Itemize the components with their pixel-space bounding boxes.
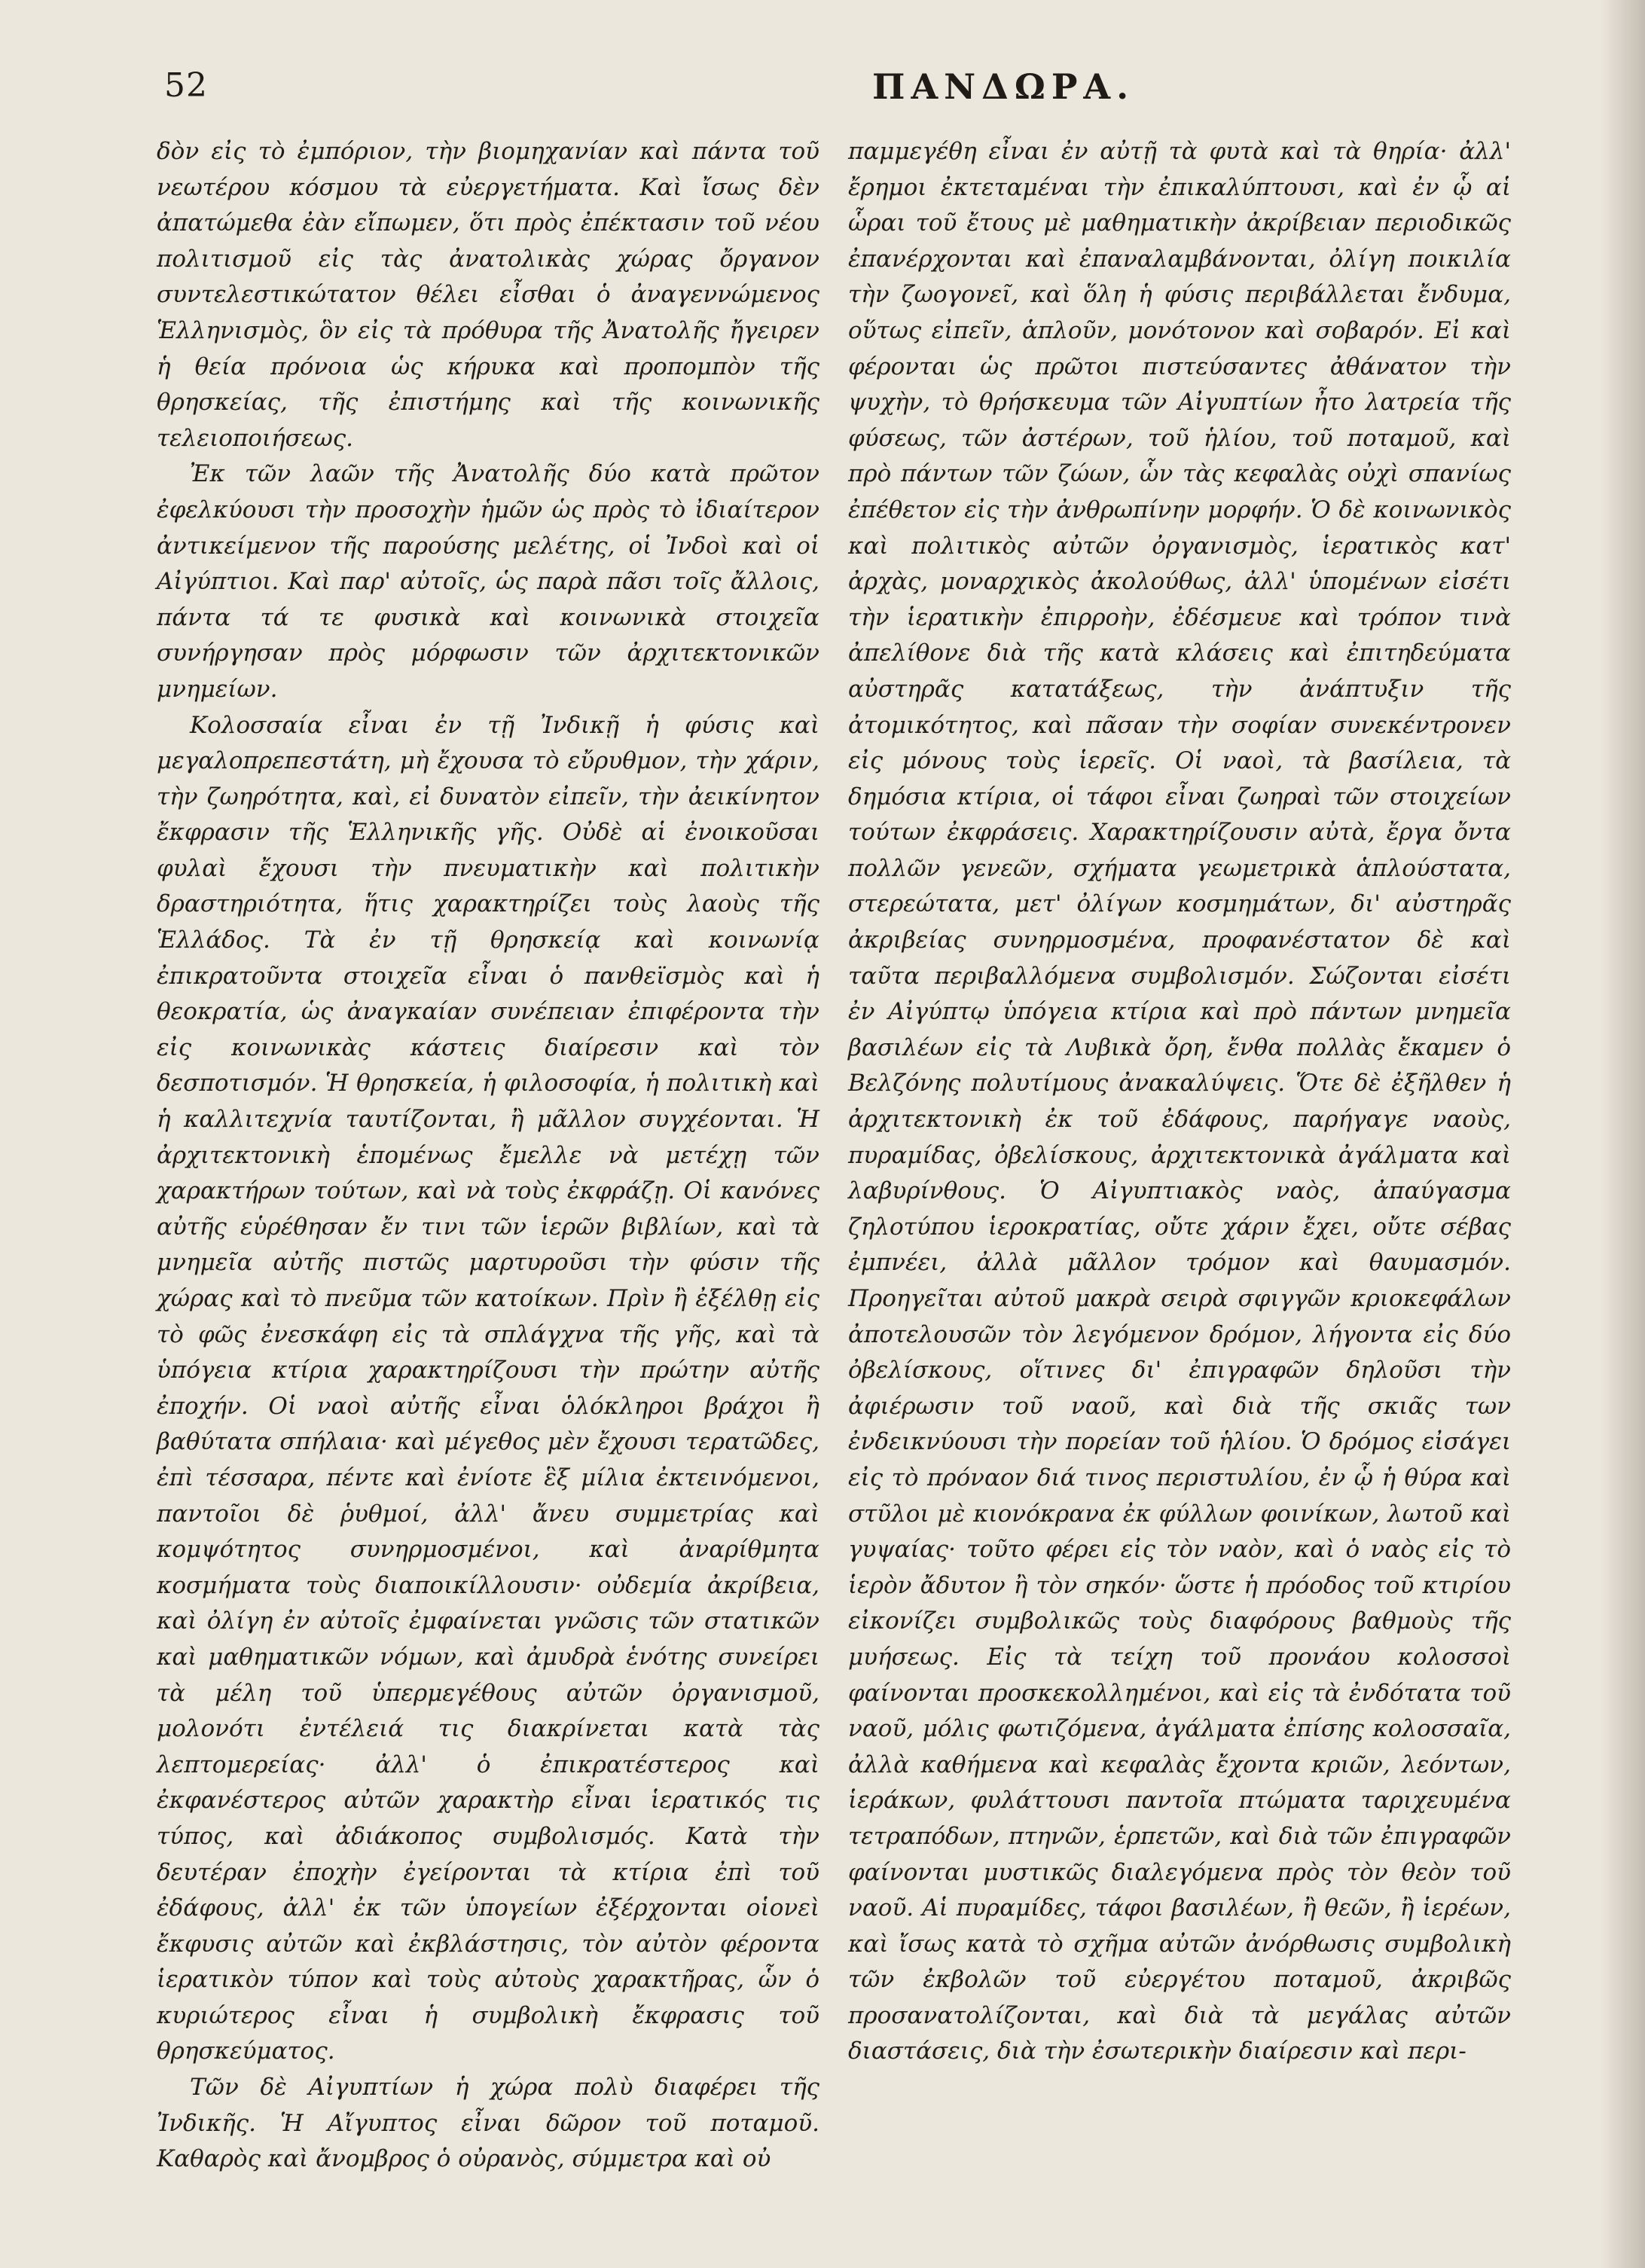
page-header [164, 66, 1535, 111]
paragraph: Ἐκ τῶν λαῶν τῆς Ἀνατολῆς δύο κατὰ πρῶτον ἐφελκύουσι τὴν προσοχὴν ἡμῶν ὡς πρὸς τὸ ἰδιαίτερον ἀντικείμενον τῆς παρούσης μελέτης, οἱ Ἰνδοὶ καὶ οἱ Αἰγύπτιοι. Καὶ παρ' αὐτοῖς, ὡς παρὰ πᾶσι τοῖς ἄλλοις, πάντα τά τε φυσικὰ καὶ κοινωνικὰ στοιχεῖα συνήργησαν πρὸς μόρφωσιν τῶν ἀρχιτεκτονικῶν μνημείων. [157, 460, 819, 703]
page-number: 52 [164, 66, 208, 105]
page-edge-shadow [1600, 0, 1645, 2268]
paragraph: παμμεγέθη εἶναι ἐν αὐτῇ τὰ φυτὰ καὶ τὰ θηρία· ἀλλ' ἔρημοι ἐκτεταμέναι τὴν ἐπικαλύπτουσι, καὶ ἐν ᾧ αἱ ὧραι τοῦ ἔτους μὲ μαθηματικὴν ἀκρίβειαν περιοδικῶς ἐπανέρχονται καὶ ἐπαναλαμβάνονται, ὀλίγη ποικιλία τὴν ζωογονεῖ, καὶ ὅλη ἡ φύσις περιβάλλεται ἔνδυμα, οὕτως εἰπεῖν, ἁπλοῦν, μονότονον καὶ σοβαρόν. Εἰ καὶ φέρονται ὡς πρῶτοι πιστεύσαντες ἀθάνατον τὴν ψυχὴν, τὸ θρήσκευμα τῶν Αἰγυπτίων ἦτο λατρεία τῆς φύσεως, τῶν ἀστέρων, τοῦ ἡλίου, τοῦ ποταμοῦ, καὶ πρὸ πάντων τῶν ζώων, ὧν τὰς κεφαλὰς οὐχὶ σπανίως ἐπέθετον εἰς τὴν ἀνθρωπίνην μορφήν. Ὁ δὲ κοινωνικὸς καὶ πολιτικὸς αὐτῶν ὀργανισμὸς, ἱερατικὸς κατ' ἀρχὰς, μοναρχικὸς ἀκολούθως, ἀλλ' ὑπομένων εἰσέτι τὴν ἱερατικὴν ἐπιρροὴν, ἐδέσμευε καὶ τρόπον τινὰ ἀπελίθονε διὰ τῆς κατὰ κλάσεις καὶ ἐπιτηδεύματα αὐστηρᾶς κατατάξεως, τὴν ἀνάπτυξιν τῆς ἀτομικότητος, καὶ πᾶσαν τὴν σοφίαν συνεκέντρονεν εἰς μόνους τοὺς ἱερεῖς. Οἱ ναοὶ, τὰ βασίλεια, τὰ δημόσια κτίρια, οἱ τάφοι εἶναι ζωηραὶ τῶν στοιχείων τούτων ἐκφράσεις. Χαρακτηρίζουσιν αὐτὰ, ἔργα ὄντα πολλῶν γενεῶν, σχήματα γεωμετρικὰ ἁπλούστατα, στερεώτατα, μετ' ὀλίγων κοσμημάτων, δι' αὐστηρᾶς ἀκριβείας συνηρμοσμένα, προφανέστατον δὲ καὶ ταῦτα περιβαλλόμενα συμβολισμόν. Σώζονται εἰσέτι ἐν Αἰγύπτῳ ὑπόγεια κτίρια καὶ πρὸ πάντων μνημεῖα βασιλέων εἰς τὰ Λυβικὰ ὄρη, ἔνθα πολλὰς ἔκαμεν ὁ Βελζόνης πολυτίμους ἀνακαλύψεις. Ὅτε δὲ ἐξῆλθεν ἡ ἀρχιτεκτονικὴ ἐκ τοῦ ἐδάφους, παρήγαγε ναοὺς, πυραμίδας, ὀβελίσκους, ἀρχιτεκτονικὰ ἀγάλματα καὶ λαβυρίνθους. Ὁ Αἰγυπτιακὸς ναὸς, ἀπαύγασμα ζηλοτύπου ἱεροκρατίας, οὔτε χάριν ἔχει, οὔτε σέβας ἐμπνέει, ἀλλὰ μᾶλλον τρόμον καὶ θαυμασμόν. Προηγεῖται αὐτοῦ μακρὰ σειρὰ σφιγγῶν κριοκεφάλων ἀποτελουσῶν τὸν λεγόμενον δρόμον, λήγοντα εἰς δύο ὀβελίσκους, οἵτινες δι' ἐπιγραφῶν δηλοῦσι τὴν ἀφιέρωσιν τοῦ ναοῦ, καὶ διὰ τῆς σκιᾶς των ἐνδεικνύουσι τὴν πορείαν τοῦ ἡλίου. Ὁ δρόμος εἰσάγει εἰς τὸ πρόναον διά τινος περιστυλίου, ἐν ᾧ ἡ θύρα καὶ στῦλοι μὲ κιονόκρανα ἐκ φύλλων φοινίκων, λωτοῦ καὶ γυψαίας· τοῦτο φέρει εἰς τὸν ναὸν, καὶ ὁ ναὸς εἰς τὸ ἱερὸν ἄδυτον ἢ τὸν σηκόν· ὥστε ἡ πρόοδος τοῦ κτιρίου εἰκονίζει συμβολικῶς τοὺς διαφόρους βαθμοὺς τῆς μυήσεως. Εἰς τὰ τείχη τοῦ προνάου κολοσσοὶ φαίνονται προσκεκολλημένοι, καὶ εἰς τὰ ἐνδότατα τοῦ ναοῦ, μόλις φωτιζόμενα, ἀγάλματα ἐπίσης κολοσσαῖα, ἀλλὰ καθήμενα καὶ κεφαλὰς ἔχοντα κριῶν, λεόντων, ἱεράκων, φυλάττουσι παντοῖα πτώματα ταριχευμένα τετραπόδων, πτηνῶν, ἑρπετῶν, καὶ διὰ τῶν ἐπιγραφῶν φαίνονται μυστικῶς διαλεγόμενα πρὸς τὸν θεὸν τοῦ ναοῦ. Αἱ πυραμίδες, τάφοι βασιλέων, ἢ θεῶν, ἢ ἱερέων, καὶ ἴσως κατὰ τὸ σχῆμα αὐτῶν ἀνόρθωσις συμβολικὴ τῶν ἐκβολῶν τοῦ εὐεργέτου ποταμοῦ, ἀκριβῶς προσανατολίζονται, καὶ διὰ τὰ μεγάλας αὐτῶν διαστάσεις, διὰ τὴν ἐσωτερικὴν διαίρεσιν καὶ περι- [848, 138, 1511, 2065]
left-column [157, 134, 819, 2178]
running-title: ΠΑΝΔΩΡΑ. [872, 66, 1135, 107]
right-column [848, 134, 1511, 2070]
paragraph: δὸν εἰς τὸ ἐμπόριον, τὴν βιομηχανίαν καὶ πάντα τοῦ νεωτέρου κόσμου τὰ εὐεργετήματα. Καὶ ἴσως δὲν ἀπατώμεθα ἐὰν εἴπωμεν, ὅτι πρὸς ἐπέκτασιν τοῦ νέου πολιτισμοῦ εἰς τὰς ἀνατολικὰς χώρας ὄργανον συντελεστικώτατον θέλει εἶσθαι ὁ ἀναγεννώμενος Ἑλληνισμὸς, ὃν εἰς τὰ πρόθυρα τῆς Ἀνατολῆς ἤγειρεν ἡ θεία πρόνοια ὡς κήρυκα καὶ προπομπὸν τῆς θρησκείας, τῆς ἐπιστήμης καὶ τῆς κοινωνικῆς τελειοποιήσεως. [157, 138, 819, 452]
paragraph: Τῶν δὲ Αἰγυπτίων ἡ χώρα πολὺ διαφέρει τῆς Ἰνδικῆς. Ἡ Αἴγυπτος εἶναι δῶρον τοῦ ποταμοῦ. Καθαρὸς καὶ ἄνομβρος ὁ οὐρανὸς, σύμμετρα καὶ οὐ [157, 2074, 819, 2173]
paragraph: Κολοσσαία εἶναι ἐν τῇ Ἰνδικῇ ἡ φύσις καὶ μεγαλοπρεπεστάτη, μὴ ἔχουσα τὸ εὔρυθμον, τὴν χάριν, τὴν ζωηρότητα, καὶ, εἰ δυνατὸν εἰπεῖν, τὴν ἀεικίνητον ἔκφρασιν τῆς Ἑλληνικῆς γῆς. Οὐδὲ αἱ ἐνοικοῦσαι φυλαὶ ἔχουσι τὴν πνευματικὴν καὶ πολιτικὴν δραστηριότητα, ἥτις χαρακτηρίζει τοὺς λαοὺς τῆς Ἑλλάδος. Τὰ ἐν τῇ θρησκείᾳ καὶ κοινωνίᾳ ἐπικρατοῦντα στοιχεῖα εἶναι ὁ πανθεϊσμὸς καὶ ἡ θεοκρατία, ὡς ἀναγκαίαν συνέπειαν ἐπιφέροντα τὴν εἰς κοινωνικὰς κάστεις διαίρεσιν καὶ τὸν δεσποτισμόν. Ἡ θρησκεία, ἡ φιλοσοφία, ἡ πολιτικὴ καὶ ἡ καλλιτεχνία ταυτίζονται, ἢ μᾶλλον συγχέονται. Ἡ ἀρχιτεκτονικὴ ἑπομένως ἔμελλε νὰ μετέχῃ τῶν χαρακτήρων τούτων, καὶ νὰ τοὺς ἐκφράζῃ. Οἱ κανόνες αὐτῆς εὑρέθησαν ἔν τινι τῶν ἱερῶν βιβλίων, καὶ τὰ μνημεῖα αὐτῆς πιστῶς μαρτυροῦσι τὴν φύσιν τῆς χώρας καὶ τὸ πνεῦμα τῶν κατοίκων. Πρὶν ἢ ἐξέλθῃ εἰς τὸ φῶς ἐνεσκάφη εἰς τὰ σπλάγχνα τῆς γῆς, καὶ τὰ ὑπόγεια κτίρια χαρακτηρίζουσι τὴν πρώτην αὐτῆς ἐποχήν. Οἱ ναοὶ αὐτῆς εἶναι ὁλόκληροι βράχοι ἢ βαθύτατα σπήλαια· καὶ μέγεθος μὲν ἔχουσι τερατῶδες, ἐπὶ τέσσαρα, πέντε καὶ ἐνίοτε ἓξ μίλια ἐκτεινόμενοι, παντοῖοι δὲ ῥυθμοί, ἀλλ' ἄνευ συμμετρίας καὶ κομψότητος συνηρμοσμένοι, καὶ ἀναρίθμητα κοσμήματα τοὺς διαποικίλλουσιν· οὐδεμία ἀκρίβεια, καὶ ὀλίγη ἐν αὐτοῖς ἐμφαίνεται γνῶσις τῶν στατικῶν καὶ μαθηματικῶν νόμων, καὶ ἀμυδρὰ ἑνότης συνείρει τὰ μέλη τοῦ ὑπερμεγέθους αὐτῶν ὀργανισμοῦ, μολονότι ἐντέλειά τις διακρίνεται κατὰ τὰς λεπτομερείας· ἀλλ' ὁ ἐπικρατέστερος καὶ ἐκφανέστερος αὐτῶν χαρακτὴρ εἶναι ἱερατικός τις τύπος, καὶ ἀδιάκοπος συμβολισμός. Κατὰ τὴν δευτέραν ἐποχὴν ἐγείρονται τὰ κτίρια ἐπὶ τοῦ ἐδάφους, ἀλλ' ἐκ τῶν ὑπογείων ἐξέρχονται οἱονεὶ ἔκφυσις αὐτῶν καὶ ἐκβλάστησις, τὸν αὐτὸν φέροντα ἱερατικὸν τύπον καὶ τοὺς αὐτοὺς χαρακτῆρας, ὧν ὁ κυριώτερος εἶναι ἡ συμβολικὴ ἔκφρασις τοῦ θρησκεύματος. [157, 711, 819, 2065]
